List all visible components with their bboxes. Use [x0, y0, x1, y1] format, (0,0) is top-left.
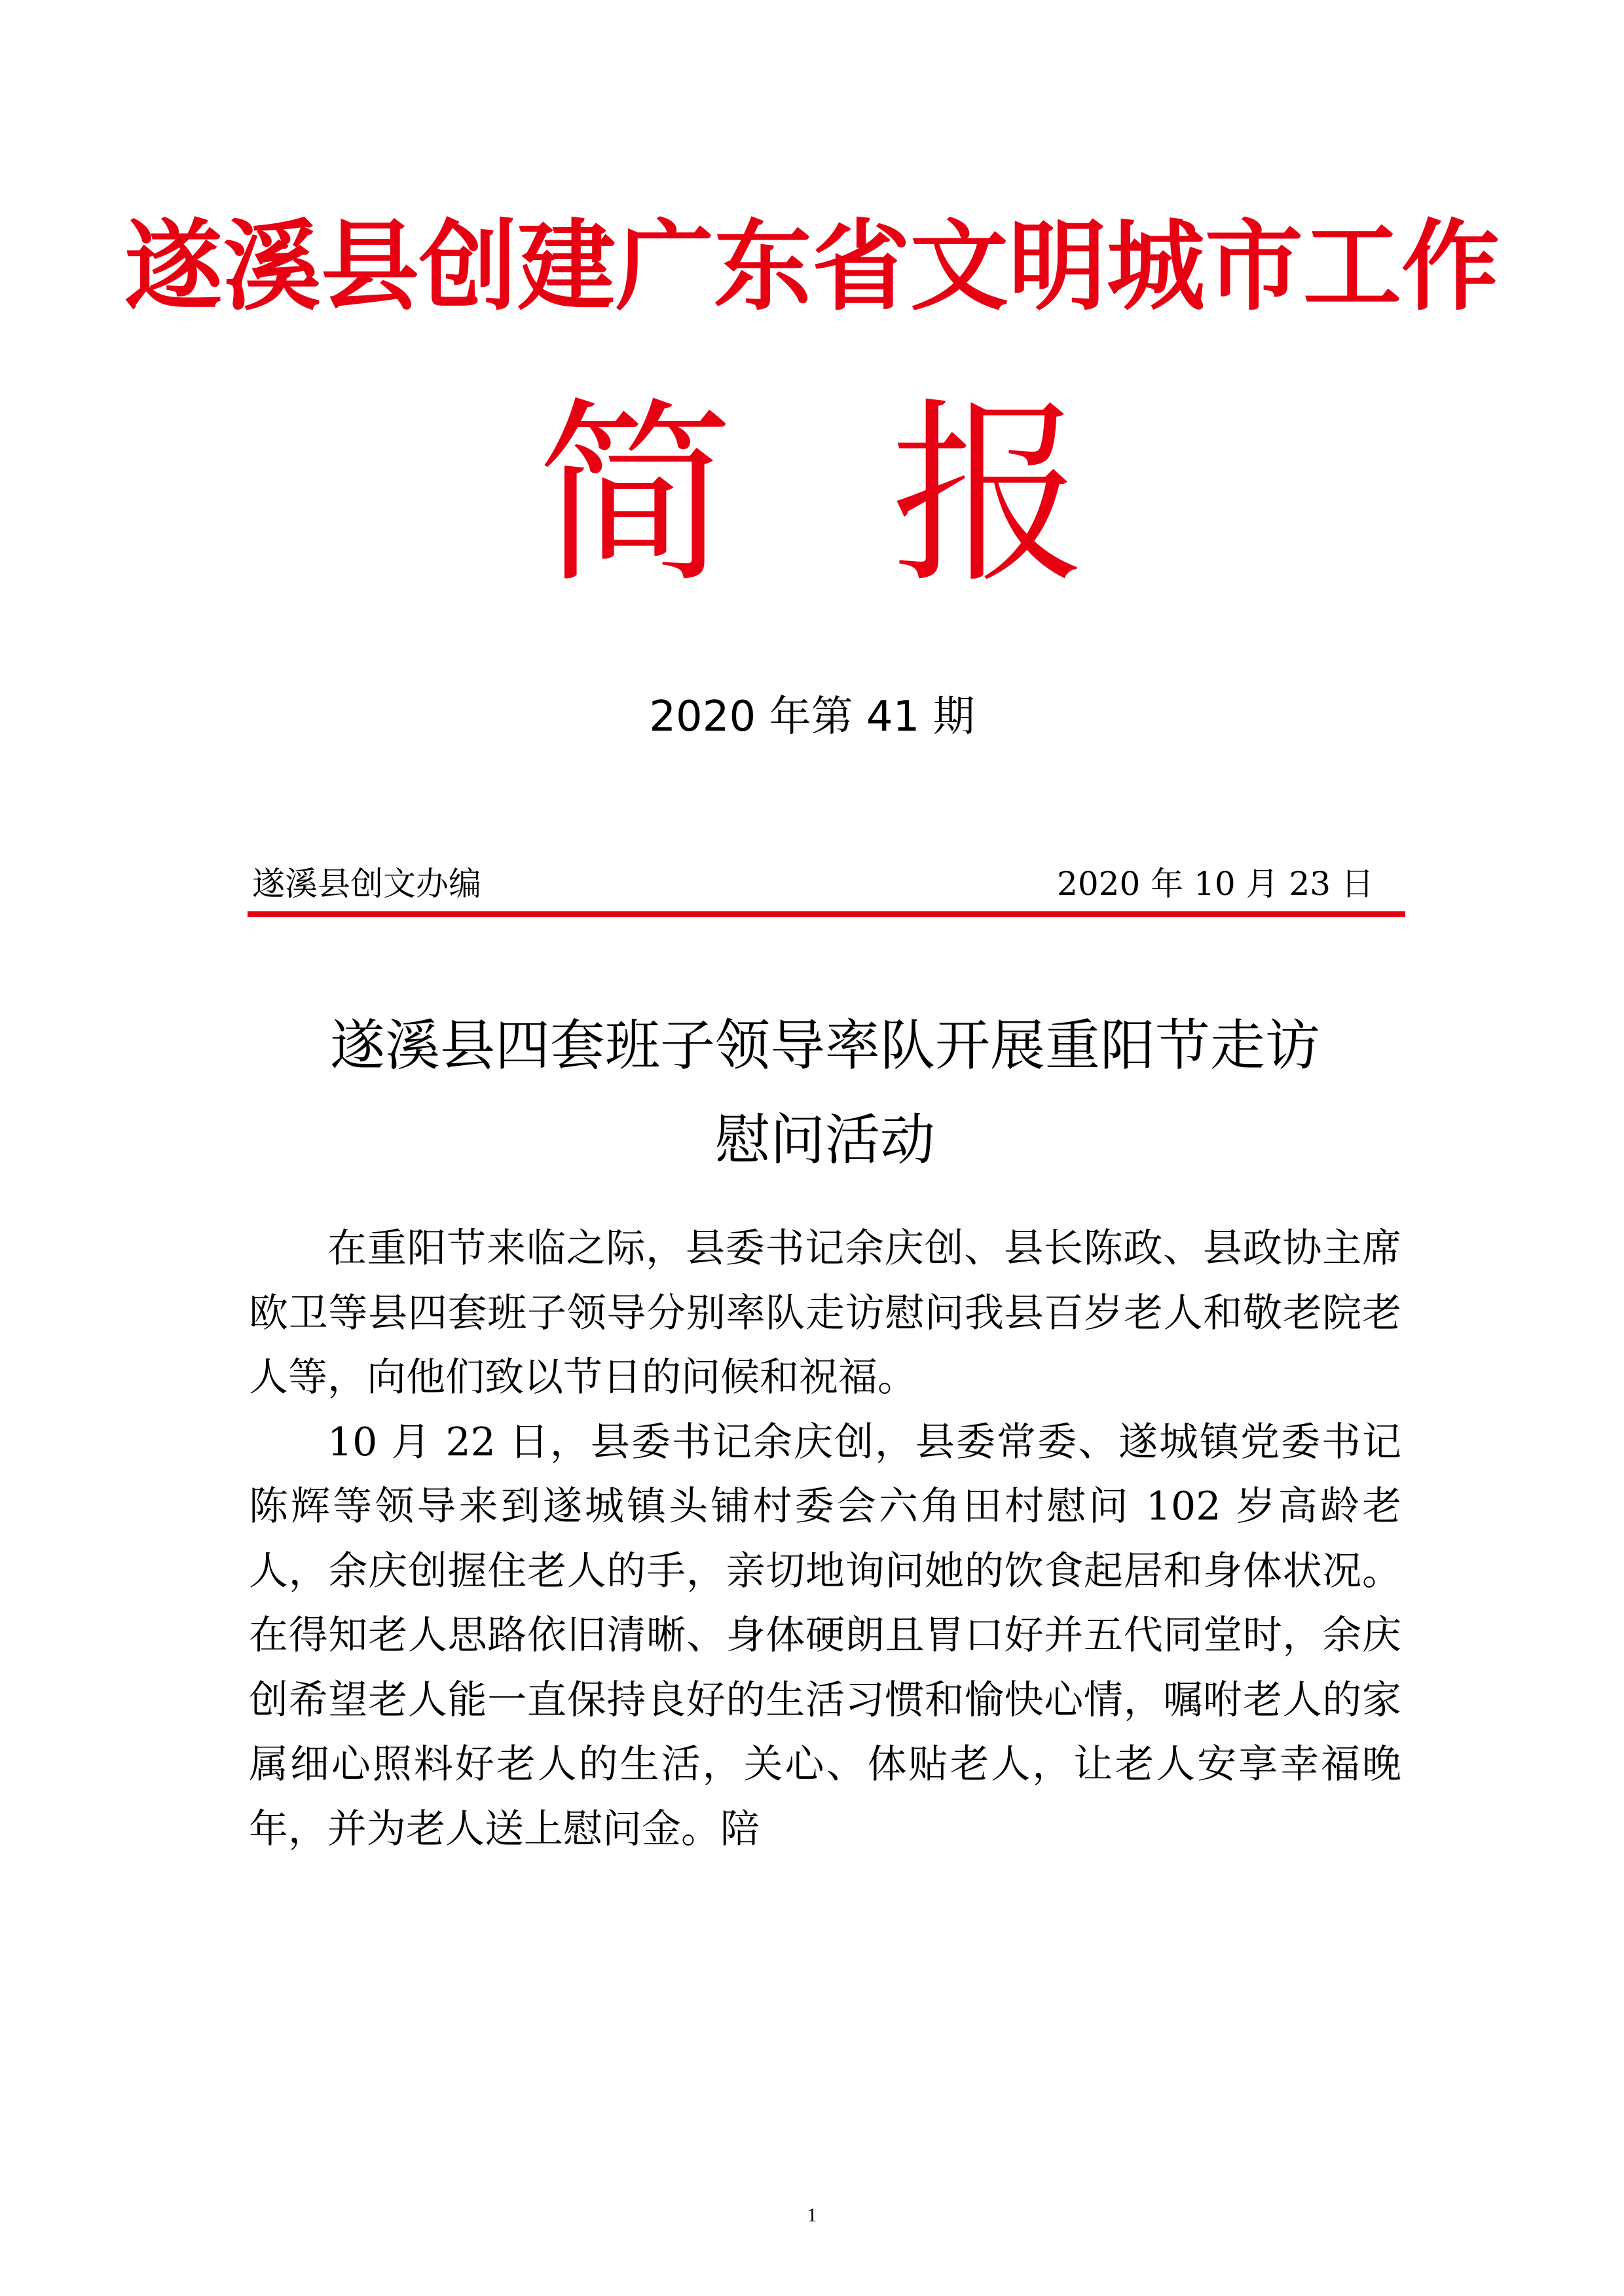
red-divider-rule — [248, 911, 1405, 917]
article-title — [249, 998, 1401, 1187]
article-paragraph: 10 月 22 日，县委书记余庆创，县委常委、遂城镇党委书记陈辉等领导来到遂城镇头铺村委会六角田村慰问 102 岁高龄老人，余庆创握住老人的手，亲切地询问她的饮食起居和身体状况。在得知老人思路依旧清晰、身体硬朗且胃口好并五代同堂时，余庆创希望老人能一直保持良好的生活习惯和愉快心情，嘱咐老人的家属细心照料好老人的生活，关心、体贴老人，让老人安享幸福晚年，并为老人送上慰问金。陪 — [249, 1419, 1401, 1852]
editor-label: 遂溪县创文办编 — [252, 865, 481, 903]
publication-date: 2020 年 10 月 23 日 — [1057, 865, 1374, 903]
article-body — [249, 1216, 1401, 1861]
article-paragraph: 在重阳节来临之际，县委书记余庆创、县长陈政、县政协主席欧卫等县四套班子领导分别率队走访慰问我县百岁老人和敬老院老人等，向他们致以节日的问候和祝福。 — [249, 1226, 1401, 1400]
issue-number: 2020 年第 41 期 — [649, 693, 975, 741]
masthead-title: 遂溪县创建广东省文明城市工作 — [124, 210, 1500, 324]
article-title-line-2: 慰问活动 — [714, 1108, 935, 1172]
masthead-subtitle-left: 简 — [537, 381, 733, 610]
masthead-subtitle — [0, 381, 1624, 610]
masthead-subtitle-right: 报 — [891, 381, 1087, 610]
page-number: 1 — [807, 2204, 817, 2226]
article-title-line-1: 遂溪县四套班子领导率队开展重阳节走访 — [329, 1013, 1320, 1078]
